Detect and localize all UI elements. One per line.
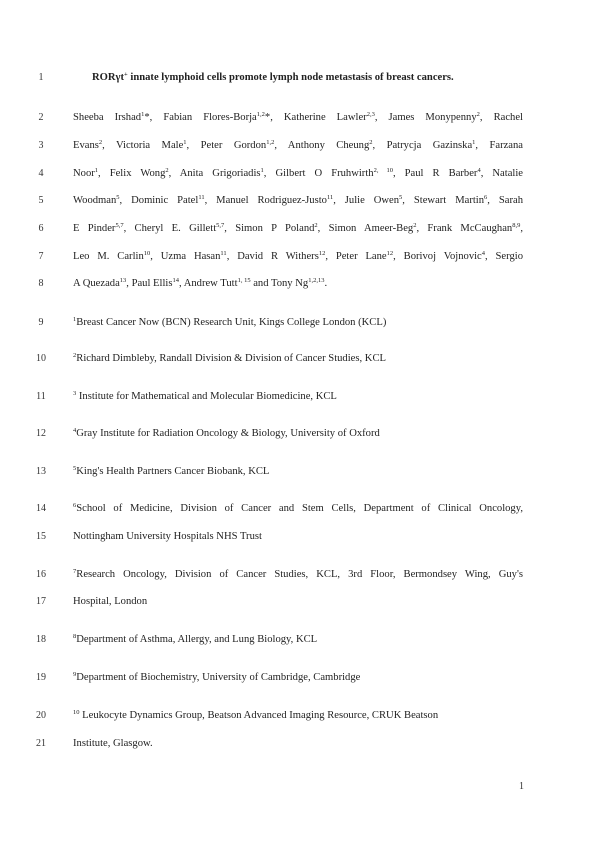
line-15 [0,528,595,546]
superscript-marker: 5,7 [115,222,124,229]
line-number: 2 [38,112,44,123]
superscript-marker: 8,9 [512,222,521,229]
affiliation: $^9$Department of Biochemistry, University of Cambridge, Cambridge [73,671,361,683]
line-20 [0,707,595,725]
line-number: 20 [36,710,46,721]
line-number: 14 [36,503,46,514]
superscript-marker: 3 [73,390,77,397]
line-13 [0,463,595,481]
author-list-line: Leo M. Carlin$^{10}$, Uzma Hasan$^{11}$, David R Withers$^{12}$, Peter Lane$^{12}$, Borivoj Vojnovic$^4$, Sergio [73,250,523,262]
line-number: 10 [36,353,46,364]
line-19 [0,669,595,687]
superscript-marker: 1 [183,139,187,146]
line-number: 6 [38,223,44,234]
paper-title: RORγt+ innate lymphoid cells promote lymph node metastasis of breast cancers. [92,71,454,83]
affiliation-continued: Nottingham University Hospitals NHS Trust [73,531,262,542]
superscript-marker: 10 [143,250,151,257]
line-number: 12 [36,428,46,439]
affiliation: $^5$King's Health Partners Cancer Biobank, KCL [73,465,270,477]
line-number: 11 [36,391,46,402]
affiliation-continued: Institute, Glasgow. [73,738,153,749]
line-number: 16 [36,569,46,580]
author-list-line: Evans$^2$, Victoria Male$^1$, Peter Gordon$^{1,2}$, Anthony Cheung$^2$, Patrycja Gazinska$^1$, Farzana [73,139,524,151]
superscript-marker: 1 [141,111,145,118]
line-4 [0,165,595,183]
superscript-marker: 11 [198,194,205,201]
line-number: 5 [38,195,44,206]
line-9 [0,314,595,332]
affiliation: $^2$Richard Dimbleby, Randall Division & Division of Cancer Studies, KCL [73,352,386,364]
line-number: 7 [38,251,44,262]
superscript-marker: 1,2 [256,111,265,118]
superscript-marker: 11 [326,194,334,201]
superscript-marker: 4 [481,250,486,257]
superscript-marker: 6 [484,194,488,201]
superscript-marker: 1,2,13 [308,277,325,284]
affiliation: $^6$School of Medicine, Division of Cancer and Stem Cells, Department of Clinical Oncology, [73,502,523,514]
superscript-marker: 5 [116,194,120,201]
affiliation-continued: Hospital, London [73,596,148,607]
line-number: 17 [36,596,46,607]
superscript-marker: 2 [476,111,480,118]
superscript-marker: 5 [73,465,77,472]
affiliation: $^1$Breast Cancer Now (BCN) Research Unit, Kings College London (KCL) [73,316,387,328]
line-6 [0,220,595,238]
line-2 [0,109,595,127]
superscript-marker: 2, 10 [373,167,393,174]
line-3 [0,137,595,155]
superscript-marker: 9 [73,671,77,678]
superscript-marker: 5 [399,194,403,201]
superscript-marker: 1 [94,167,99,174]
line-number: 19 [36,672,46,683]
line-1 [0,69,595,87]
line-number: 13 [36,466,46,477]
line-number: 15 [36,531,46,542]
superscript-marker: 2 [98,139,103,146]
superscript-marker: 1 [472,139,476,146]
line-11 [0,388,595,406]
line-7 [0,248,595,266]
superscript-marker: 4 [73,427,77,434]
line-number: 9 [38,317,44,328]
affiliation: $^{10}$ Leukocyte Dynamics Group, Beatson Advanced Imaging Resource, CRUK Beatson [73,709,439,721]
line-number: 21 [36,738,46,749]
affiliation: $^3$ Institute for Mathematical and Molecular Biomedicine, KCL [73,390,337,402]
superscript-marker: 12 [318,250,326,257]
line-number: 3 [38,140,44,151]
line-number: 8 [38,278,44,289]
author-list-line: Sheeba Irshad$^1$*, Fabian Flores-Borja$^{1,2}$*, Katherine Lawler$^{2,3}$, James Monypenny$^2$, Rachel [73,111,523,123]
line-8 [0,275,595,293]
superscript-marker: 2 [73,352,77,359]
author-list-line: Noor$^1$, Felix Wong$^2$, Anita Grigoriadis$^1$, Gilbert O Fruhwirth$^{2, 10}$, Paul R Barber$^4$, Natalie [73,167,523,179]
superscript-marker: 1 [260,167,264,174]
superscript-marker: 1,2 [266,139,275,146]
author-list-line: Woodman$^5$, Dominic Patel$^{11}$, Manuel Rodriguez-Justo$^{11}$, Julie Owen$^5$, Stewart Martin$^6$, Sarah [73,194,523,206]
line-18 [0,631,595,649]
superscript-marker: 4 [477,167,481,174]
superscript-marker: 14 [172,277,179,284]
page-number: 1 [519,781,524,792]
line-5 [0,192,595,210]
superscript-marker: 2 [314,222,318,229]
line-10 [0,350,595,368]
line-17 [0,593,595,611]
line-12 [0,425,595,443]
affiliation: $^7$Research Oncology, Division of Cancer Studies, KCL, 3rd Floor, Bermondsey Wing, Guy's [73,568,523,580]
superscript-marker: 6 [73,502,77,509]
superscript-marker: 1 [73,316,77,323]
line-number: 1 [38,72,44,83]
superscript-marker: 5,7 [216,222,225,229]
affiliation: $^8$Department of Asthma, Allergy, and Lung Biology, KCL [73,633,318,645]
superscript-marker: 7 [73,568,77,575]
author-list-line: A Quezada$^{13}$, Paul Ellis$^{14}$, Andrew Tutt$^{1, 15}$ and Tony Ng$^{1,2,13}$. [73,277,328,289]
superscript-marker: 8 [73,633,77,640]
superscript-marker: 1, 15 [237,277,251,284]
line-number: 4 [38,168,44,179]
superscript-marker: 2 [369,139,373,146]
superscript-marker: 2 [165,167,169,174]
author-list-line: E Pinder$^{5,7}$, Cheryl E. Gillett$^{5,7}$, Simon P Poland$^2$, Simon Ameer-Beg$^2$, Frank McCaughan$^{8,9}$, [73,222,523,234]
superscript-marker: 2 [413,222,417,229]
superscript-marker: 13 [119,277,127,284]
superscript-marker: 10 [73,709,80,716]
superscript-marker: 2,3 [366,111,375,118]
line-21 [0,735,595,753]
superscript-marker: 11 [220,250,227,257]
affiliation: $^4$Gray Institute for Radiation Oncology & Biology, University of Oxford [73,427,380,439]
line-16 [0,566,595,584]
line-number: 18 [36,634,46,645]
superscript-marker: 12 [386,250,394,257]
superscript-marker: + [124,71,128,78]
line-14 [0,500,595,518]
